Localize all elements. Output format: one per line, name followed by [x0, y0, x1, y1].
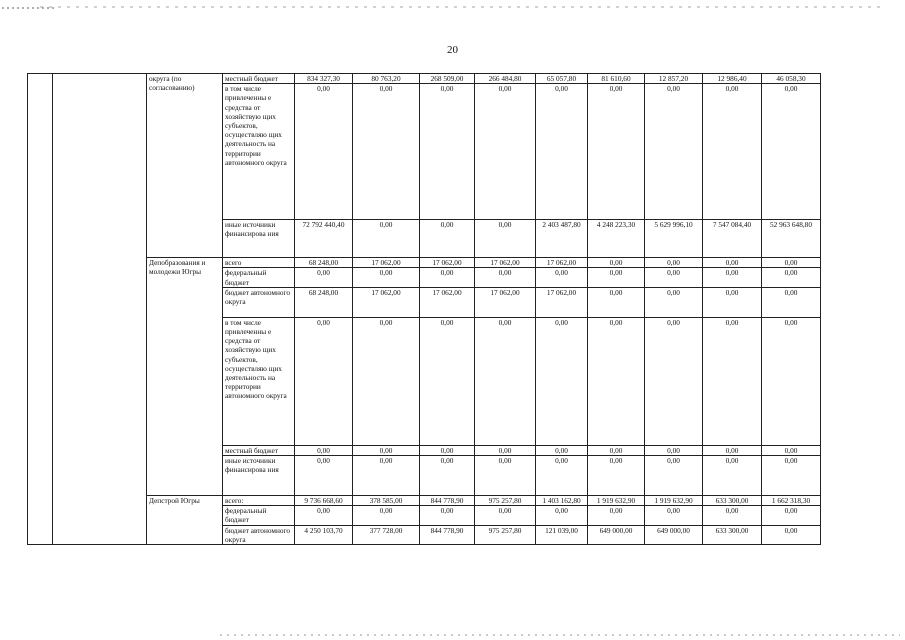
value-cell: 0,00: [762, 525, 821, 544]
value-cell: 12 857,20: [645, 74, 703, 84]
value-cell: 0,00: [645, 287, 703, 317]
source-label: местный бюджет: [223, 74, 295, 84]
program-cell: [53, 74, 147, 545]
value-cell: 0,00: [645, 506, 703, 525]
value-cell: 0,00: [762, 445, 821, 455]
value-cell: 68 248,00: [295, 287, 353, 317]
value-cell: 0,00: [588, 258, 645, 268]
source-label: всего: [223, 258, 295, 268]
value-cell: 1 919 632,90: [588, 496, 645, 506]
scan-noise-bottom: [220, 634, 900, 636]
value-cell: 0,00: [703, 506, 762, 525]
value-cell: 0,00: [588, 84, 645, 220]
scan-noise-top: [40, 6, 880, 8]
table-row: [28, 496, 878, 506]
value-cell: 378 585,00: [353, 496, 420, 506]
value-cell: 377 728,00: [353, 525, 420, 544]
value-cell: 4 250 103,70: [295, 525, 353, 544]
value-cell: 0,00: [645, 258, 703, 268]
value-cell: 0,00: [536, 268, 588, 287]
value-cell: 1 403 162,80: [536, 496, 588, 506]
value-cell: 0,00: [762, 287, 821, 317]
value-cell: 0,00: [353, 220, 420, 258]
value-cell: 17 062,00: [420, 258, 475, 268]
source-label: в том числе привлеченны е средства от хозяйствую щих субъектов, осуществляю щих деятельность на территории автономного округа: [223, 317, 295, 445]
value-cell: 0,00: [475, 268, 536, 287]
value-cell: 0,00: [353, 84, 420, 220]
value-cell: 0,00: [353, 456, 420, 496]
value-cell: 0,00: [420, 506, 475, 525]
value-cell: 0,00: [588, 268, 645, 287]
value-cell: 17 062,00: [475, 287, 536, 317]
value-cell: 0,00: [475, 456, 536, 496]
value-cell: 0,00: [762, 317, 821, 445]
value-cell: 266 484,80: [475, 74, 536, 84]
value-cell: 17 062,00: [536, 287, 588, 317]
value-cell: 0,00: [762, 268, 821, 287]
source-label: иные источники финансирова ния: [223, 456, 295, 496]
value-cell: 975 257,80: [475, 496, 536, 506]
source-label: федеральный бюджет: [223, 268, 295, 287]
value-cell: 0,00: [420, 220, 475, 258]
value-cell: 0,00: [645, 456, 703, 496]
value-cell: 12 986,40: [703, 74, 762, 84]
value-cell: 0,00: [420, 445, 475, 455]
value-cell: 0,00: [295, 317, 353, 445]
value-cell: 633 300,00: [703, 496, 762, 506]
executor-cell: Депстрой Югры: [147, 496, 223, 545]
value-cell: 0,00: [645, 268, 703, 287]
executor-cell: округа (по согласованию): [147, 74, 223, 258]
value-cell: 0,00: [703, 317, 762, 445]
value-cell: 0,00: [295, 268, 353, 287]
value-cell: 0,00: [295, 84, 353, 220]
value-cell: 0,00: [588, 506, 645, 525]
value-cell: 268 509,00: [420, 74, 475, 84]
value-cell: 0,00: [703, 445, 762, 455]
value-cell: 17 062,00: [420, 287, 475, 317]
value-cell: 0,00: [536, 506, 588, 525]
table-row: [28, 74, 878, 84]
source-label: бюджет автономного округа: [223, 287, 295, 317]
value-cell: 0,00: [762, 84, 821, 220]
value-cell: 633 300,00: [703, 525, 762, 544]
value-cell: 0,00: [645, 445, 703, 455]
value-cell: 0,00: [475, 84, 536, 220]
value-cell: 0,00: [295, 445, 353, 455]
value-cell: 0,00: [295, 506, 353, 525]
value-cell: 0,00: [588, 456, 645, 496]
value-cell: 0,00: [703, 258, 762, 268]
value-cell: 834 327,30: [295, 74, 353, 84]
value-cell: 0,00: [420, 456, 475, 496]
value-cell: 0,00: [475, 220, 536, 258]
value-cell: 844 778,90: [420, 525, 475, 544]
source-label: иные источники финансирова ния: [223, 220, 295, 258]
value-cell: 0,00: [588, 317, 645, 445]
value-cell: 0,00: [762, 456, 821, 496]
source-label: федеральный бюджет: [223, 506, 295, 525]
value-cell: 0,00: [703, 456, 762, 496]
budget-table: [27, 73, 878, 545]
value-cell: 0,00: [353, 445, 420, 455]
value-cell: 0,00: [703, 268, 762, 287]
value-cell: 17 062,00: [353, 258, 420, 268]
value-cell: 0,00: [762, 258, 821, 268]
value-cell: 0,00: [588, 287, 645, 317]
value-cell: 0,00: [353, 317, 420, 445]
source-label: местный бюджет: [223, 445, 295, 455]
value-cell: 1 919 632,90: [645, 496, 703, 506]
value-cell: 0,00: [588, 445, 645, 455]
value-cell: 4 248 223,30: [588, 220, 645, 258]
value-cell: 649 000,00: [588, 525, 645, 544]
value-cell: 0,00: [353, 268, 420, 287]
source-label: в том числе привлеченны е средства от хозяйствую щих субъектов, осуществляю щих деятельность на территории автономного округа: [223, 84, 295, 220]
value-cell: 17 062,00: [353, 287, 420, 317]
value-cell: 0,00: [420, 317, 475, 445]
value-cell: 68 248,00: [295, 258, 353, 268]
value-cell: 81 610,60: [588, 74, 645, 84]
value-cell: 17 062,00: [475, 258, 536, 268]
table-row: [28, 258, 878, 268]
source-label: бюджет автономного округа: [223, 525, 295, 544]
value-cell: 0,00: [353, 506, 420, 525]
value-cell: 0,00: [420, 84, 475, 220]
value-cell: 5 629 996,10: [645, 220, 703, 258]
value-cell: 0,00: [703, 84, 762, 220]
value-cell: 7 547 084,40: [703, 220, 762, 258]
value-cell: 80 763,20: [353, 74, 420, 84]
value-cell: 649 000,00: [645, 525, 703, 544]
value-cell: 0,00: [536, 317, 588, 445]
value-cell: 65 057,80: [536, 74, 588, 84]
number-cell: [28, 74, 53, 545]
value-cell: 0,00: [475, 317, 536, 445]
value-cell: 0,00: [420, 268, 475, 287]
value-cell: 46 058,30: [762, 74, 821, 84]
value-cell: 1 662 318,30: [762, 496, 821, 506]
value-cell: 2 403 487,80: [536, 220, 588, 258]
value-cell: 975 257,80: [475, 525, 536, 544]
value-cell: 17 062,00: [536, 258, 588, 268]
value-cell: 0,00: [475, 445, 536, 455]
value-cell: 0,00: [295, 456, 353, 496]
executor-cell: Депобразования и молодежи Югры: [147, 258, 223, 496]
source-label: всего:: [223, 496, 295, 506]
value-cell: 0,00: [703, 287, 762, 317]
value-cell: 0,00: [645, 317, 703, 445]
value-cell: 0,00: [475, 506, 536, 525]
value-cell: 0,00: [536, 84, 588, 220]
value-cell: 9 736 668,60: [295, 496, 353, 506]
value-cell: 0,00: [645, 84, 703, 220]
page-number: 20: [447, 44, 458, 56]
value-cell: 0,00: [536, 445, 588, 455]
value-cell: 121 039,00: [536, 525, 588, 544]
value-cell: 0,00: [536, 456, 588, 496]
value-cell: 844 778,90: [420, 496, 475, 506]
value-cell: 52 963 648,80: [762, 220, 821, 258]
value-cell: 0,00: [762, 506, 821, 525]
value-cell: 72 792 440,40: [295, 220, 353, 258]
